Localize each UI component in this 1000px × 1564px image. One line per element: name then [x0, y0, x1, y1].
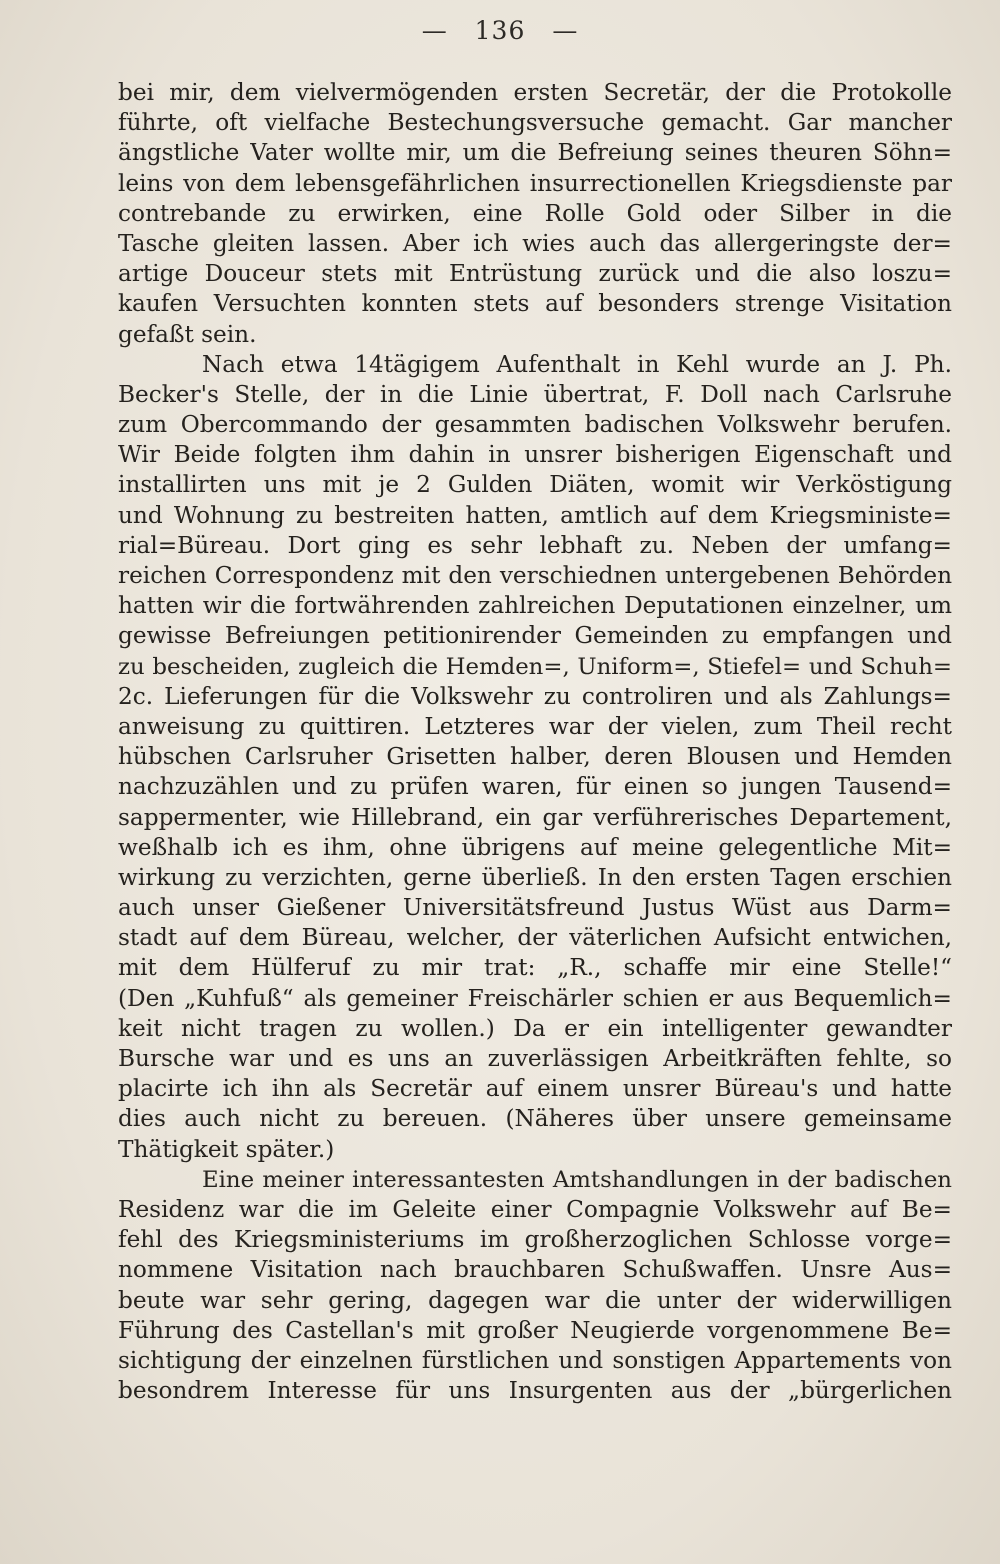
text-line: kaufen Versuchten konnten stets auf besonders strenge Visitation	[118, 290, 952, 318]
text-line: und Wohnung zu bestreiten hatten, amtlich auf dem Kriegsministe=	[118, 501, 952, 529]
text-line: zum Obercommando der gesammten badischen Volkswehr berufen.	[118, 411, 952, 439]
text-line: sichtigung der einzelnen fürstlichen und sonstigen Appartements von	[118, 1346, 952, 1374]
text-line: (Den „Kuhfuß“ als gemeiner Freischärler schien er aus Bequemlich=	[118, 984, 952, 1012]
text-line: installirten uns mit je 2 Gulden Diäten, womit wir Verköstigung	[118, 471, 952, 499]
text-line: sappermenter, wie Hillebrand, ein gar verführerisches Departement,	[118, 803, 952, 831]
text-line: zu bescheiden, zugleich die Hemden=, Uniform=, Stiefel= und Schuh=	[118, 653, 952, 680]
text-line: rial=Büreau. Dort ging es sehr lebhaft zu. Neben der umfang=	[118, 531, 952, 559]
text-line: Wir Beide folgten ihm dahin in unsrer bisherigen Eigenschaft und	[118, 441, 952, 469]
text-line: fehl des Kriegsministeriums im großherzoglichen Schlosse vorge=	[118, 1226, 952, 1254]
text-line: keit nicht tragen zu wollen.) Da er ein intelligenter gewandter	[118, 1014, 952, 1042]
text-line: reichen Correspondenz mit den verschiednen untergebenen Behörden	[118, 562, 952, 589]
text-line: wirkung zu verzichten, gerne überließ. In den ersten Tagen erschien	[118, 863, 952, 891]
text-line: anweisung zu quittiren. Letzteres war der vielen, zum Theil recht	[118, 712, 952, 740]
text-line: bei mir, dem vielvermögenden ersten Secretär, der die Protokolle	[118, 79, 952, 106]
text-line: stadt auf dem Büreau, welcher, der väterlichen Aufsicht entwichen,	[118, 924, 952, 952]
page-header	[0, 16, 1000, 45]
text-line: ängstliche Vater wollte mir, um die Befreiung seines theuren Söhn=	[118, 139, 952, 167]
text-line: Bursche war und es uns an zuverlässigen Arbeitkräften fehlte, so	[118, 1045, 952, 1072]
text-line: gefaßt sein.	[118, 320, 257, 348]
text-line: artige Douceur stets mit Entrüstung zurück und die also loszu=	[118, 260, 952, 288]
text-line: Residenz war die im Geleite einer Compagnie Volkswehr auf Be=	[118, 1195, 952, 1223]
text-line: führte, oft vielfache Bestechungsversuche gemacht. Gar mancher	[118, 109, 952, 137]
text-line: Nach etwa 14tägigem Aufenthalt in Kehl wurde an J. Ph.	[202, 350, 952, 378]
text-line: beute war sehr gering, dagegen war die unter der widerwilligen	[118, 1286, 952, 1314]
text-line: weßhalb ich es ihm, ohne übrigens auf meine gelegentliche Mit=	[118, 833, 952, 861]
text-line: nachzuzählen und zu prüfen waren, für einen so jungen Tausend=	[118, 773, 952, 801]
text-line: auch unser Gießener Universitätsfreund Justus Wüst aus Darm=	[118, 894, 952, 922]
text-line: hübschen Carlsruher Grisetten halber, deren Blousen und Hemden	[118, 743, 952, 771]
header-dash-right: —	[552, 16, 579, 45]
text-line: gewisse Befreiungen petitionirender Gemeinden zu empfangen und	[118, 622, 952, 650]
page-number: 136	[474, 16, 526, 45]
text-line: besondrem Interesse für uns Insurgenten aus der „bürgerlichen	[118, 1377, 952, 1405]
text-line: 2c. Lieferungen für die Volkswehr zu controliren und als Zahlungs=	[118, 682, 952, 710]
header-dash-left: —	[421, 16, 448, 45]
text-line: Thätigkeit später.)	[118, 1135, 335, 1163]
text-line: Eine meiner interessantesten Amtshandlungen in der badischen	[202, 1166, 952, 1193]
text-line: placirte ich ihn als Secretär auf einem unsrer Büreau's und hatte	[118, 1075, 952, 1103]
text-line: hatten wir die fortwährenden zahlreichen Deputationen einzelner, um	[118, 592, 952, 620]
text-line: dies auch nicht zu bereuen. (Näheres über unsere gemeinsame	[118, 1105, 952, 1133]
text-line: nommene Visitation nach brauchbaren Schußwaffen. Unsre Aus=	[118, 1256, 952, 1284]
text-line: Becker's Stelle, der in die Linie übertrat, F. Doll nach Carlsruhe	[118, 380, 952, 408]
text-line: Führung des Castellan's mit großer Neugierde vorgenommene Be=	[118, 1316, 952, 1344]
text-line: mit dem Hülferuf zu mir trat: „R., schaffe mir eine Stelle!“	[118, 954, 952, 982]
text-line: contrebande zu erwirken, eine Rolle Gold oder Silber in die	[118, 199, 952, 227]
body-text	[118, 78, 952, 1406]
text-line: Tasche gleiten lassen. Aber ich wies auch das allergeringste der=	[118, 229, 952, 257]
text-line: leins von dem lebensgefährlichen insurrectionellen Kriegsdienste par	[118, 169, 952, 197]
